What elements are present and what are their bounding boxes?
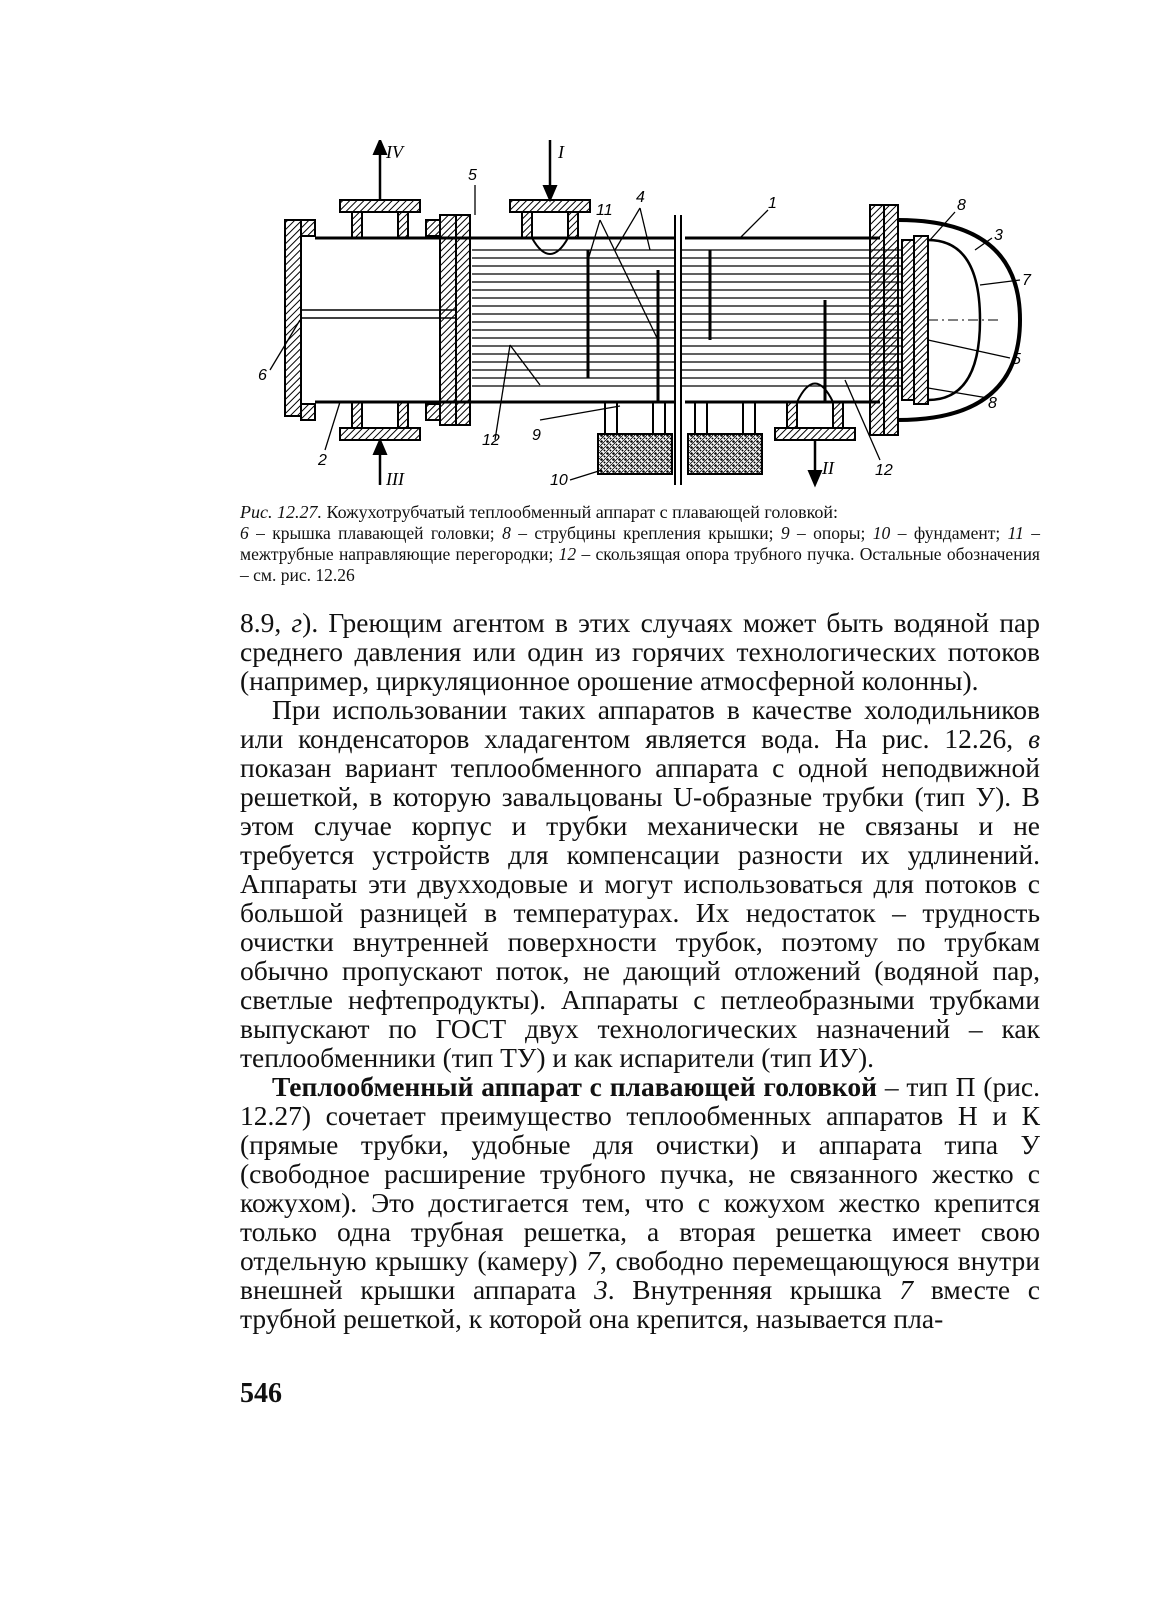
text-span: ). Греющим агентом в этих случаях может быть водяной пар среднего давления или один из горячих технологических потоков (например, циркуляционное орошение атмосферной колонны). [240,607,1040,696]
nozzle-III [340,402,420,485]
label-II: II [822,458,834,478]
caption-title: Кожухотрубчатый теплообменный аппарат с плавающей головкой: [321,502,839,522]
caption-item-text: – скользящая опора трубного пучка. Остальные обозначения – см. рис. 12.26 [240,544,1040,585]
label-7: 7 [1022,272,1031,289]
label-8-top: 8 [957,197,966,214]
label-3: 3 [994,227,1003,244]
bold-term: Теплообменный аппарат с плавающей головкой [272,1071,878,1102]
label-IV: IV [386,142,403,162]
left-head [285,215,470,425]
text-span: 8.9, [240,607,292,638]
label-4: 4 [636,189,645,206]
label-5-right: 5 [1012,351,1021,368]
text-span: – тип П (рис. 12.27) сочетает преимущество теплообменных аппаратов Н и К (прямые трубки, удобные для очистки) и аппарата типа У (свободное расширение трубного пучка, не связанного жестко с кожухом). Это достигается тем, что с кожухом жестко крепится только одна трубная решетка, а вторая решетка имеет свою отдельную крышку (камеру) [240,1071,1040,1276]
caption-item-num: 8 [502,523,511,543]
caption-item-num: 10 [872,523,891,543]
label-5-left: 5 [468,167,477,184]
label-11: 11 [596,202,613,219]
label-8-bottom: 8 [988,395,997,412]
tube-bundle [472,250,902,386]
label-1: 1 [768,195,777,212]
heat-exchanger-figure [240,140,1060,500]
label-12-left: 12 [482,432,500,449]
caption-item-text: – межтрубные направляющие перегородки; [240,523,1041,564]
caption-item-num: 11 [1007,523,1024,543]
nozzle-II [775,384,855,486]
caption-item-num: 12 [558,544,577,564]
caption-item-num: 6 [240,523,249,543]
italic-ref: 3 [593,1274,608,1305]
label-6: 6 [258,367,267,384]
paragraph-2 [240,695,1040,1072]
text-span: показан вариант теплообменного аппарата с одной неподвижной решеткой, в которую завальцованы U-образные трубки (тип У). В этом случае корпус и трубки механически не связаны и не требуется устройств для компенсации разности их удлинений. Аппараты эти двухходовые и могут использоваться для потоков с большой разницей в температурах. Их недостаток – трудность очистки внутренней поверхности трубок, поэтому по трубкам обычно пропускают поток, не дающий отложений (водяной пар, светлые нефтепродукты). Аппараты с петлеобразными трубками выпускают по ГОСТ двух технологических назначений – как теплообменники (тип ТУ) и как испарители (тип ИУ). [240,752,1040,1073]
paragraph-1 [240,608,1040,695]
italic-letter: в [1028,723,1040,754]
italic-ref: 7 [899,1274,914,1305]
label-I: I [558,142,564,162]
label-III: III [386,469,404,489]
caption-item-text: – крышка плавающей головки; [248,523,503,543]
text-span: . Внутренняя крышка [607,1274,900,1305]
label-12-right: 12 [875,462,893,479]
italic-ref: 7 [586,1245,600,1276]
label-2: 2 [318,452,327,469]
figure-caption [240,502,1040,586]
label-9: 9 [532,427,541,444]
baffles [588,250,825,402]
page-number: 546 [240,1378,282,1409]
caption-item-text: – струбцины крепления крышки; [510,523,781,543]
caption-item-text: – опоры; [789,523,873,543]
label-10: 10 [550,472,568,489]
paragraph-3 [240,1072,1040,1333]
nozzle-IV [340,140,420,238]
caption-figure-number: Рис. 12.27. [240,502,322,522]
text-span: , свободно перемещающуюся внутри внешней крышки аппарата [240,1245,1041,1305]
caption-item-num: 9 [780,523,790,543]
body-text [240,608,1040,1333]
caption-item-text: – фундамент; [890,523,1008,543]
text-span: вместе с трубной решеткой, к которой она крепится, называется пла- [240,1274,1040,1334]
text-span: При использовании таких аппаратов в качестве холодильников или конденсаторов хладагентом является вода. На рис. 12.26, [240,694,1040,754]
heat-exchanger-drawing [240,140,1060,500]
italic-letter: г [291,607,303,638]
